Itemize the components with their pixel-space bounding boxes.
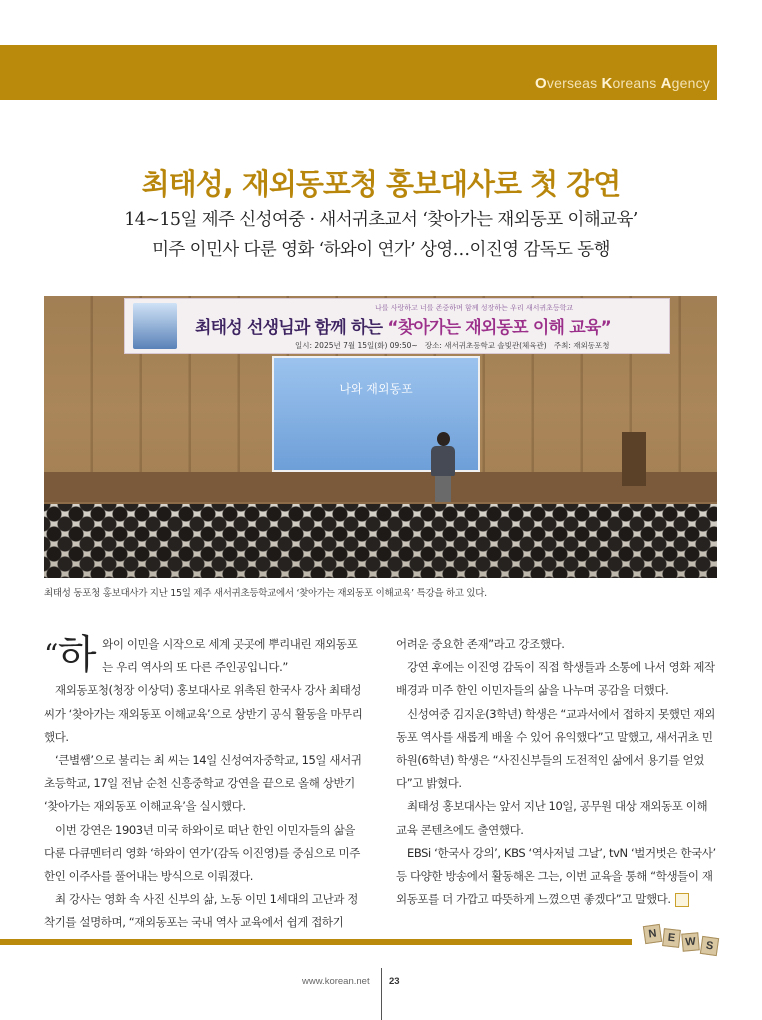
footer-rule <box>0 939 632 945</box>
footer-url: www.korean.net <box>302 976 370 987</box>
news-tile: N <box>643 924 662 944</box>
article-paragraph: ‘큰별쌤’으로 불리는 최 씨는 14일 신성여자중학교, 15일 새서귀초등학교, 17일 전남 순천 신흥중학교 강연을 끝으로 올해 상반기 ‘찾아가는 재외동포 이해교육’을 실시했다. <box>44 753 362 814</box>
article-paragraph: 재외동포청(청장 이상덕) 홍보대사로 위촉된 한국사 강사 최태성 씨가 ‘찾아가는 재외동포 이해교육’으로 상반기 공식 활동을 마무리했다. <box>44 683 363 744</box>
screen-text: 나와 재외동포 <box>339 382 413 396</box>
article-subhead: 14~15일 제주 신성여중 · 새서귀초교서 ‘찾아가는 재외동포 이해교육’ <box>124 210 638 230</box>
drop-cap-quote: “ <box>44 638 58 671</box>
article-paragraph: 신성여중 김지운(3학년) 학생은 “교과서에서 접하지 못했던 재외동포 역사를 새롭게 배울 수 있어 유익했다”고 말했고, 새서귀초 민하원(6학년) 학생은 “사진신부들의 도전적인 삶에서 용기를 얻었다”고 밝혔다. <box>396 706 715 791</box>
podium <box>622 432 646 486</box>
footer-divider <box>381 968 382 1020</box>
speaker-figure <box>428 432 458 502</box>
agency-cap: A <box>660 75 672 92</box>
agency-word: gency <box>671 75 710 91</box>
banner-title-main: 최태성 선생님과 함께 하는 <box>195 318 383 338</box>
news-tile: E <box>662 928 681 948</box>
stage <box>44 472 717 502</box>
banner-details <box>295 340 609 351</box>
agency-word: verseas <box>546 75 602 91</box>
news-badge <box>644 925 726 961</box>
article-subhead: 미주 이민사 다룬 영화 ‘하와이 연가’ 상영…이진영 감독도 동행 <box>152 240 610 260</box>
drop-cap-letter: 하 <box>57 632 97 678</box>
banner-host: 주최: 재외동포청 <box>553 341 610 350</box>
banner-title-highlight: “찾아가는 재외동포 이해 교육” <box>387 318 611 338</box>
banner-date: 일시: 2025년 7월 15일(화) 09:50~ <box>295 341 418 350</box>
article-paragraph <box>396 842 718 912</box>
article-paragraph: 최 강사는 영화 속 사진 신부의 삶, 노동 이민 1세대의 고난과 정착기를 설명하며, “재외동포는 국내 역사 교육에서 쉽게 접하기 <box>44 892 358 930</box>
banner-title <box>195 313 611 338</box>
end-mark-icon <box>675 893 689 907</box>
article-paragraph <box>44 633 366 679</box>
article-paragraph: 어려운 중요한 존재”라고 강조했다. <box>396 637 565 651</box>
article-column-right <box>396 633 718 911</box>
audience <box>44 504 717 578</box>
article-paragraph: 강연 후에는 이진영 감독이 직접 학생들과 소통에 나서 영화 제작 배경과 미주 한인 이민자들의 삶을 나누며 공감을 더했다. <box>396 660 715 698</box>
paragraph-text: 와이 이민을 시작으로 세계 곳곳에 뿌리내린 재외동포는 우리 역사의 또 다른 주인공입니다.” <box>102 637 358 675</box>
banner-slogan: 나를 사랑하고 너를 존중하며 함께 성장하는 우리 새서귀초등학교 <box>375 304 574 312</box>
photo-caption: 최태성 동포청 홍보대사가 지난 15일 제주 새서귀초등학교에서 ‘찾아가는 재외동포 이해교육’ 특강을 하고 있다. <box>44 588 487 599</box>
article-paragraph: 이번 강연은 1903년 미국 하와이로 떠난 한인 이민자들의 삶을 다룬 다큐멘터리 영화 ‘하와이 연가’(감독 이진영)를 중심으로 미주 한인 이주사를 풀어내는 방식으로 이뤄졌다. <box>44 822 360 884</box>
agency-cap: K <box>601 75 613 92</box>
drop-cap <box>44 632 97 678</box>
banner-place: 장소: 새서귀초등학교 솔빛관(체육관) <box>424 341 547 350</box>
article-paragraph: 최태성 홍보대사는 앞서 지난 10일, 공무원 대상 재외동포 이해 교육 콘텐츠에도 출연했다. <box>396 799 708 837</box>
agency-word: oreans <box>612 75 661 91</box>
news-tile: W <box>681 932 700 951</box>
article-column-left <box>44 633 366 935</box>
news-tile: S <box>700 936 719 956</box>
event-banner <box>124 298 670 354</box>
speaker-portrait <box>133 303 177 349</box>
paragraph-text: EBSi ‘한국사 강의’, KBS ‘역사저널 그날’, tvN ‘벌거벗은 한국사’ 등 다양한 방송에서 활동해온 그는, 이번 교육을 통해 “학생들이 재외동포를 더 가깝고 따뜻하게 느꼈으면 좋겠다”고 말했다. <box>396 845 716 907</box>
article-headline: 최태성, 재외동포청 홍보대사로 첫 강연 <box>141 167 621 201</box>
lecture-photo <box>44 296 717 578</box>
agency-name <box>430 75 710 92</box>
agency-cap: O <box>535 75 547 92</box>
page-number: 23 <box>389 976 400 987</box>
